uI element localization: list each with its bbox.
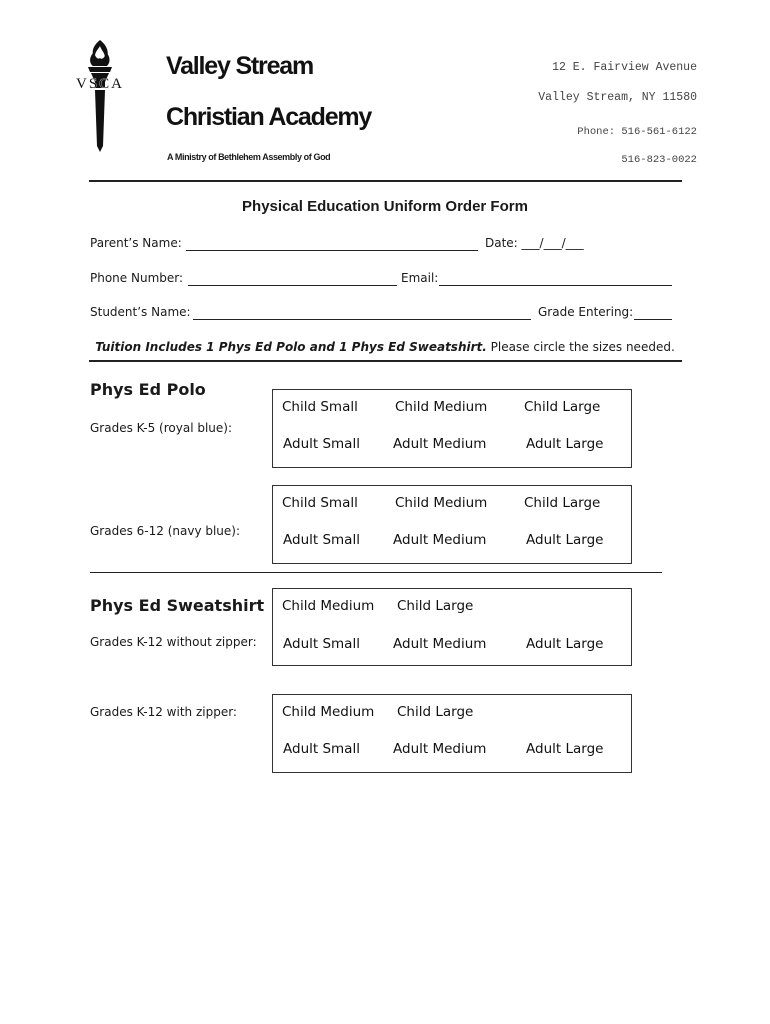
size-option[interactable]: Child Large — [524, 495, 601, 511]
polo-section-title: Phys Ed Polo — [90, 380, 206, 399]
tuition-note-emphasis: Tuition Includes 1 Phys Ed Polo and 1 Phys Ed Sweatshirt. — [95, 340, 487, 354]
polo-k5-label: Grades K-5 (royal blue): — [90, 421, 233, 435]
size-option[interactable]: Child Medium — [395, 495, 488, 511]
parent-name-label: Parent’s Name: — [90, 236, 182, 250]
size-option[interactable]: Adult Large — [526, 636, 604, 652]
sweatshirt-nozip-label: Grades K-12 without zipper: — [90, 635, 257, 649]
parent-name-field[interactable] — [186, 250, 478, 251]
phone-number-field[interactable] — [188, 285, 397, 286]
grade-entering-label: Grade Entering: — [538, 305, 634, 319]
size-option[interactable]: Adult Small — [283, 636, 360, 652]
school-name-line1: Valley Stream — [166, 52, 314, 80]
phone-line1: Phone: 516-561-6122 — [577, 126, 697, 138]
date-field[interactable]: Date: ___/___/___ — [485, 236, 584, 250]
email-field[interactable] — [439, 285, 672, 286]
size-option[interactable]: Adult Small — [283, 741, 360, 757]
size-option[interactable]: Adult Medium — [393, 741, 487, 757]
size-option[interactable]: Adult Medium — [393, 636, 487, 652]
header-divider — [89, 180, 682, 182]
size-option[interactable]: Adult Small — [283, 436, 360, 452]
polo-612-label: Grades 6-12 (navy blue): — [90, 524, 241, 538]
size-option[interactable]: Child Small — [282, 495, 358, 511]
form-title: Physical Education Uniform Order Form — [242, 198, 528, 215]
phone-number-label: Phone Number: — [90, 271, 184, 285]
sweatshirt-zip-label: Grades K-12 with zipper: — [90, 705, 237, 719]
size-option[interactable]: Child Small — [282, 399, 358, 415]
size-option[interactable]: Adult Large — [526, 741, 604, 757]
sweatshirt-zip-size-box — [272, 694, 632, 773]
student-name-label: Student’s Name: — [90, 305, 191, 319]
vsca-torch-logo — [60, 38, 140, 156]
tuition-note-instruction: Please circle the sizes needed. — [486, 340, 675, 354]
size-option[interactable]: Adult Medium — [393, 436, 487, 452]
polo-612-size-box — [272, 485, 632, 564]
sweatshirt-nozip-size-box — [272, 588, 632, 666]
logo-text: VSCA — [75, 76, 125, 92]
section-divider — [90, 572, 662, 573]
tuition-note — [0, 340, 770, 354]
polo-k5-size-box — [272, 389, 632, 468]
size-option[interactable]: Child Large — [397, 598, 474, 614]
size-option[interactable]: Child Large — [397, 704, 474, 720]
tuition-divider — [89, 360, 682, 362]
size-option[interactable]: Child Medium — [282, 598, 375, 614]
address-line1: 12 E. Fairview Avenue — [552, 61, 697, 74]
size-option[interactable]: Adult Small — [283, 532, 360, 548]
email-label: Email: — [401, 271, 439, 285]
size-option[interactable]: Adult Large — [526, 532, 604, 548]
phone-line2: 516-823-0022 — [621, 154, 697, 166]
school-name-line2: Christian Academy — [166, 103, 372, 131]
grade-entering-field[interactable] — [634, 319, 672, 320]
size-option[interactable]: Adult Medium — [393, 532, 487, 548]
size-option[interactable]: Child Medium — [395, 399, 488, 415]
student-name-field[interactable] — [193, 319, 531, 320]
sweatshirt-section-title: Phys Ed Sweatshirt — [90, 596, 265, 615]
size-option[interactable]: Child Medium — [282, 704, 375, 720]
size-option[interactable]: Adult Large — [526, 436, 604, 452]
address-line2: Valley Stream, NY 11580 — [538, 91, 697, 104]
size-option[interactable]: Child Large — [524, 399, 601, 415]
ministry-line: A Ministry of Bethlehem Assembly of God — [167, 152, 331, 162]
